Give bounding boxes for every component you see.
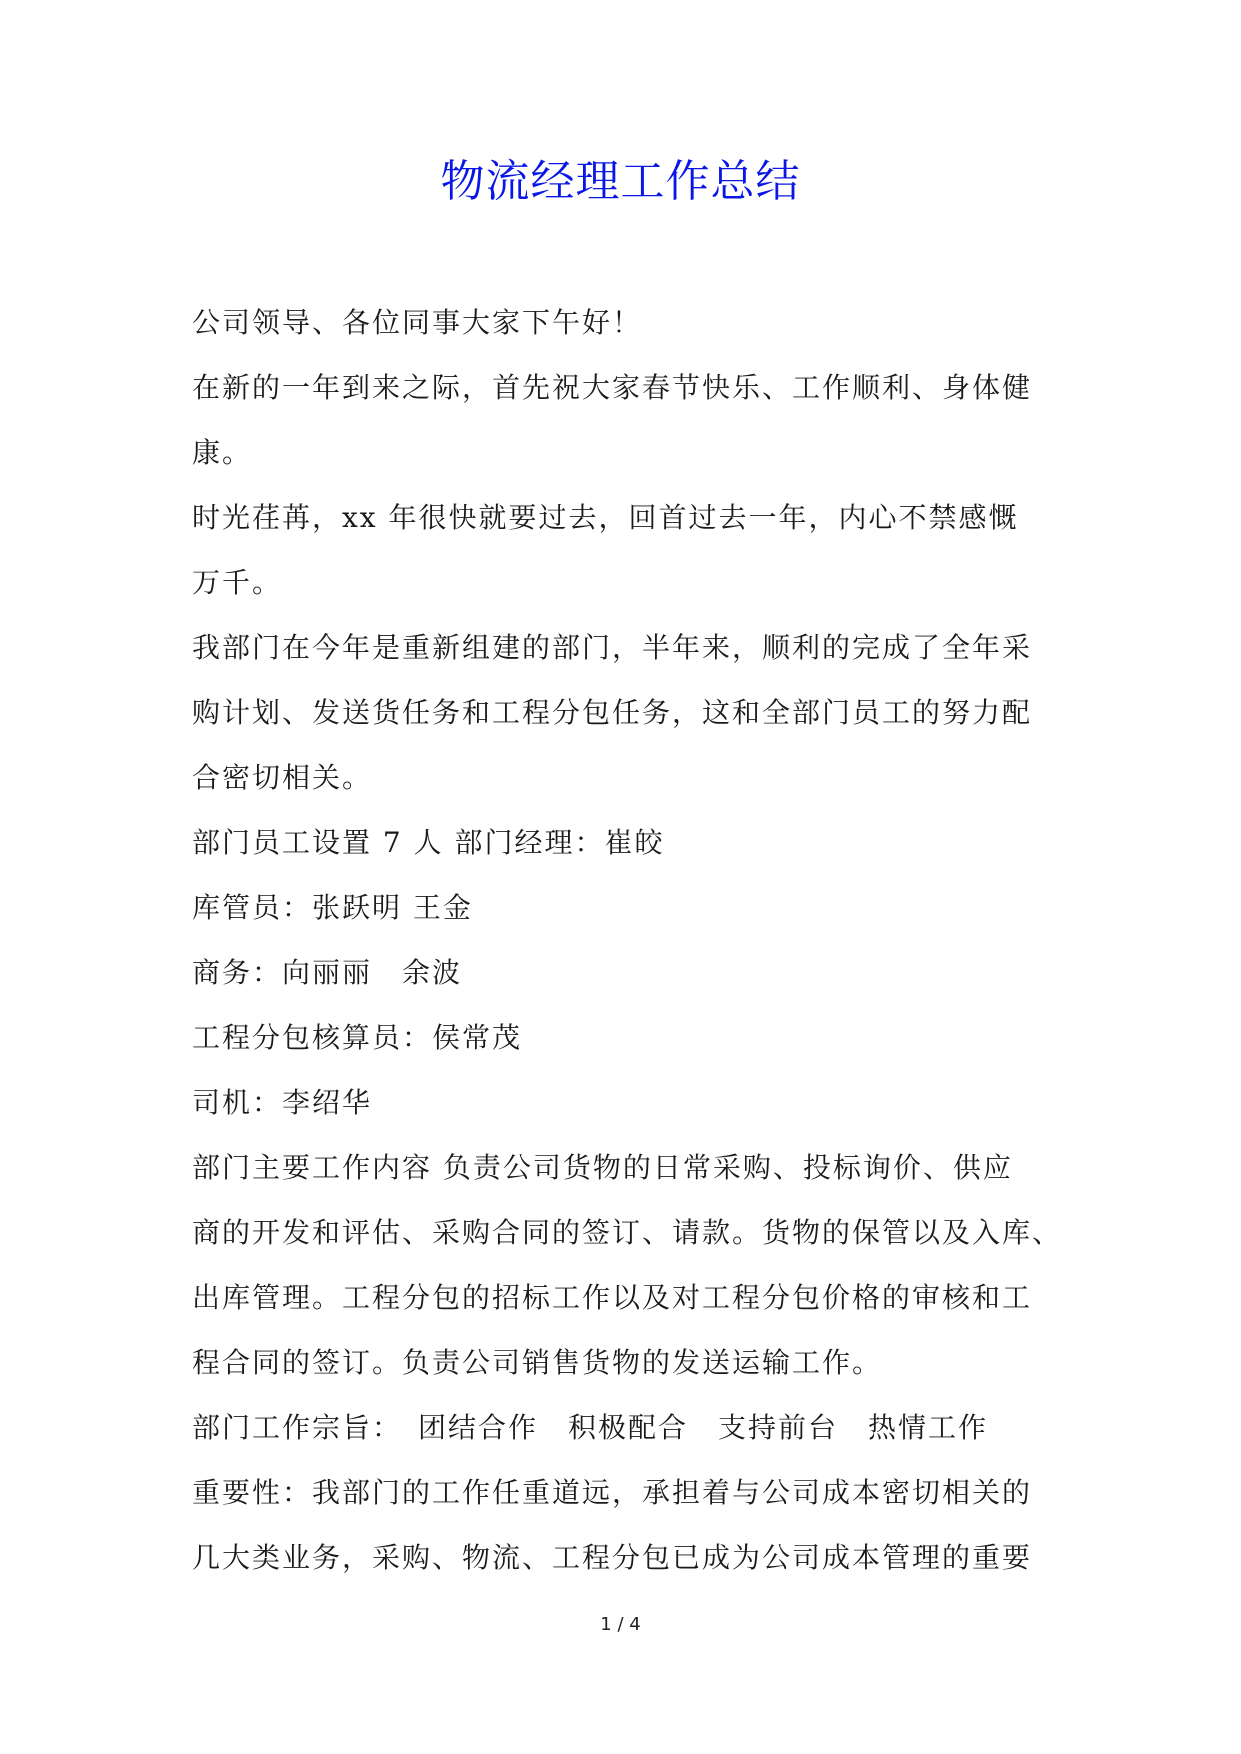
body-line: 在新的一年到来之际，首先祝大家春节快乐、工作顺利、身体健	[192, 371, 1033, 404]
body-line: 出库管理。工程分包的招标工作以及对工程分包价格的审核和工	[192, 1281, 1033, 1314]
document-title: 物流经理工作总结	[440, 156, 801, 207]
body-line: 时光荏苒，xx 年很快就要过去，回首过去一年，内心不禁感慨	[192, 501, 1019, 534]
body-line: 部门主要工作内容 负责公司货物的日常采购、投标询价、供应	[192, 1151, 1013, 1184]
body-line: 商务：向丽丽 余波	[192, 956, 463, 989]
body-line: 购计划、发送货任务和工程分包任务，这和全部门员工的努力配	[192, 696, 1033, 729]
body-line: 公司领导、各位同事大家下午好！	[192, 306, 643, 339]
body-line: 重要性：我部门的工作任重道远，承担着与公司成本密切相关的	[192, 1476, 1033, 1509]
body-line: 库管员：张跃明 王金	[192, 891, 473, 924]
body-line: 工程分包核算员：侯常茂	[192, 1021, 523, 1054]
body-line: 几大类业务，采购、物流、工程分包已成为公司成本管理的重要	[192, 1541, 1033, 1574]
body-line: 合密切相关。	[192, 761, 373, 794]
body-line: 部门员工设置 7 人 部门经理：崔皎	[192, 826, 665, 859]
body-line: 部门工作宗旨： 团结合作 积极配合 支持前台 热情工作	[192, 1411, 989, 1444]
page-number: 1 / 4	[600, 1614, 641, 1635]
body-line: 万千。	[192, 566, 283, 599]
body-line: 我部门在今年是重新组建的部门，半年来，顺利的完成了全年采	[192, 631, 1033, 664]
body-line: 康。	[192, 436, 253, 469]
body-line: 程合同的签订。负责公司销售货物的发送运输工作。	[192, 1346, 883, 1379]
document-body	[192, 290, 1063, 1590]
body-line: 商的开发和评估、采购合同的签订、请款。货物的保管以及入库、	[192, 1216, 1063, 1249]
body-line: 司机：李绍华	[192, 1086, 373, 1119]
